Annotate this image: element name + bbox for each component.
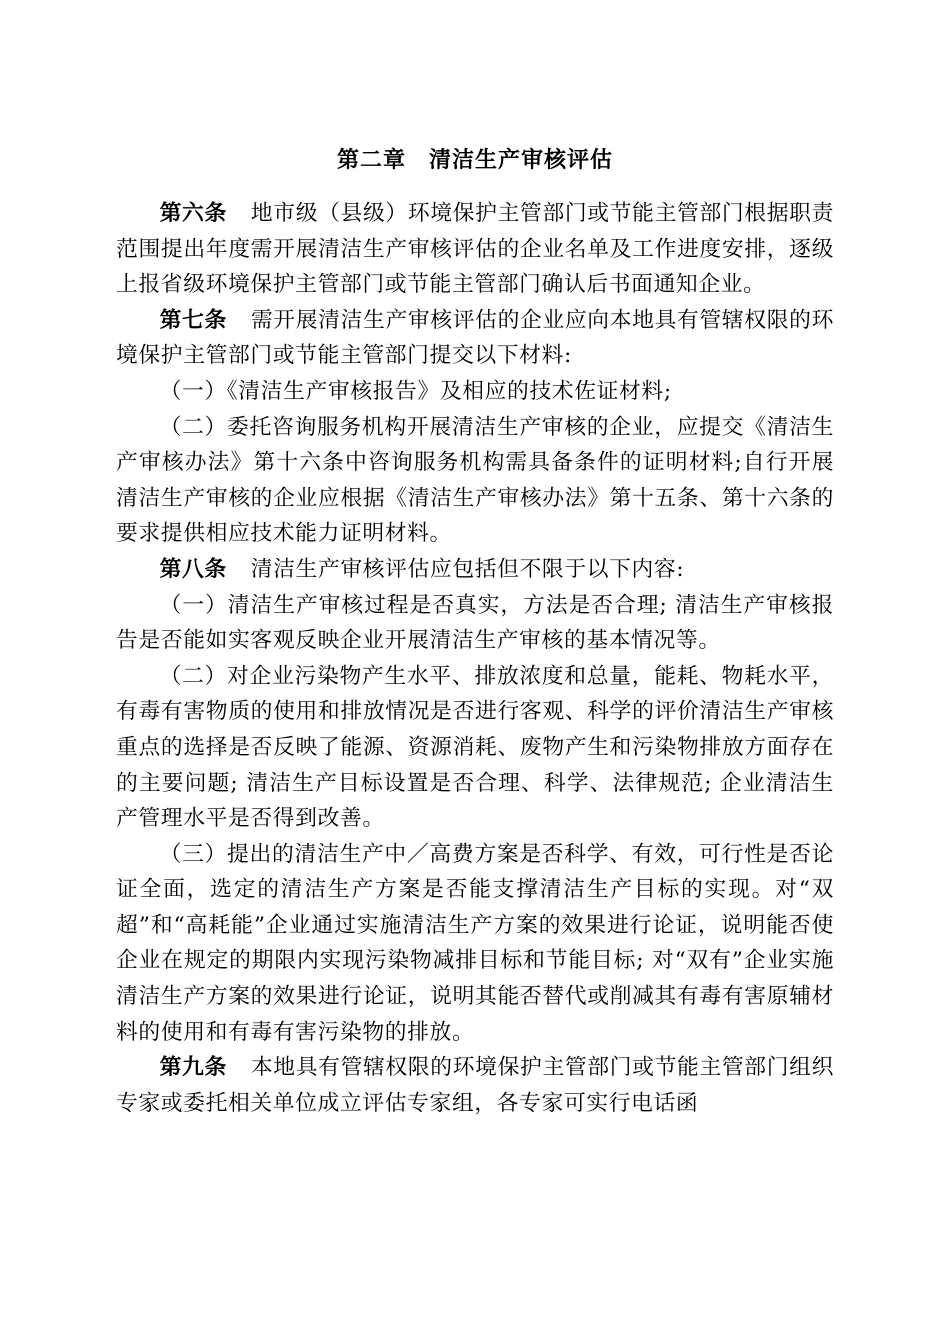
article-8-item-2: （二）对企业污染物产生水平、排放浓度和总量，能耗、物耗水平，有毒有害物质的使用和排放情况是否进行客观、科学的评价清洁生产审核重点的选择是否反映了能源、资源消耗、废物产生和污染物排放方面存在的主要问题; 清洁生产目标设置是否合理、科学、法律规范; 企业清洁生产管理水平是否得到改善。 (116, 663, 834, 832)
article-9 (116, 1050, 834, 1121)
article-8-item-1: （一）清洁生产审核过程是否真实，方法是否合理; 清洁生产审核报告是否能如实客观反映企业开展清洁生产审核的基本情况等。 (116, 592, 834, 654)
chapter-title: 第二章 清洁生产审核评估 (336, 148, 613, 173)
article-text: 本地具有管辖权限的环境保护主管部门或节能主管部门组织专家或委托相关单位成立评估专家组，各专家可实行电话函 (116, 1055, 834, 1116)
article-6 (116, 196, 834, 303)
article-7-item-2: （二）委托咨询服务机构开展清洁生产审核的企业，应提交《清洁生产审核办法》第十六条中咨询服务机构需具备条件的证明材料;自行开展清洁生产审核的企业应根据《清洁生产审核办法》第十五条、第十六条的要求提供相应技术能力证明材料。 (116, 414, 834, 547)
article-8 (116, 552, 834, 588)
article-8-item-3: （三）提出的清洁生产中／高费方案是否科学、有效，可行性是否论证全面，选定的清洁生产方案是否能支撑清洁生产目标的实现。对“双超”和“高耗能”企业通过实施清洁生产方案的效果进行论证，说明能否使企业在规定的期限内实现污染物减排目标和节能目标; 对“双有”企业实施清洁生产方案的效果进行论证，说明其能否替代或削减其有毒有害原辅材料的使用和有毒有害污染物的排放。 (116, 841, 834, 1045)
article-label: 第八条 (159, 556, 227, 582)
article-text: 清洁生产审核评估应包括但不限于以下内容: (250, 556, 685, 582)
article-7-item-1: （一）《清洁生产审核报告》及相应的技术佐证材料; (159, 378, 672, 404)
article-label: 第六条 (159, 201, 227, 226)
article-7 (116, 303, 834, 374)
article-label: 第九条 (159, 1055, 227, 1081)
document-page (116, 140, 834, 1121)
article-text: 需开展清洁生产审核评估的企业应向本地具有管辖权限的环境保护主管部门或节能主管部门提交以下材料: (116, 307, 834, 369)
article-label: 第七条 (159, 307, 227, 333)
article-text: 地市级（县级）环境保护主管部门或节能主管部门根据职责范围提出年度需开展清洁生产审核评估的企业名单及工作进度安排，逐级上报省级环境保护主管部门或节能主管部门确认后书面通知企业。 (116, 201, 834, 298)
